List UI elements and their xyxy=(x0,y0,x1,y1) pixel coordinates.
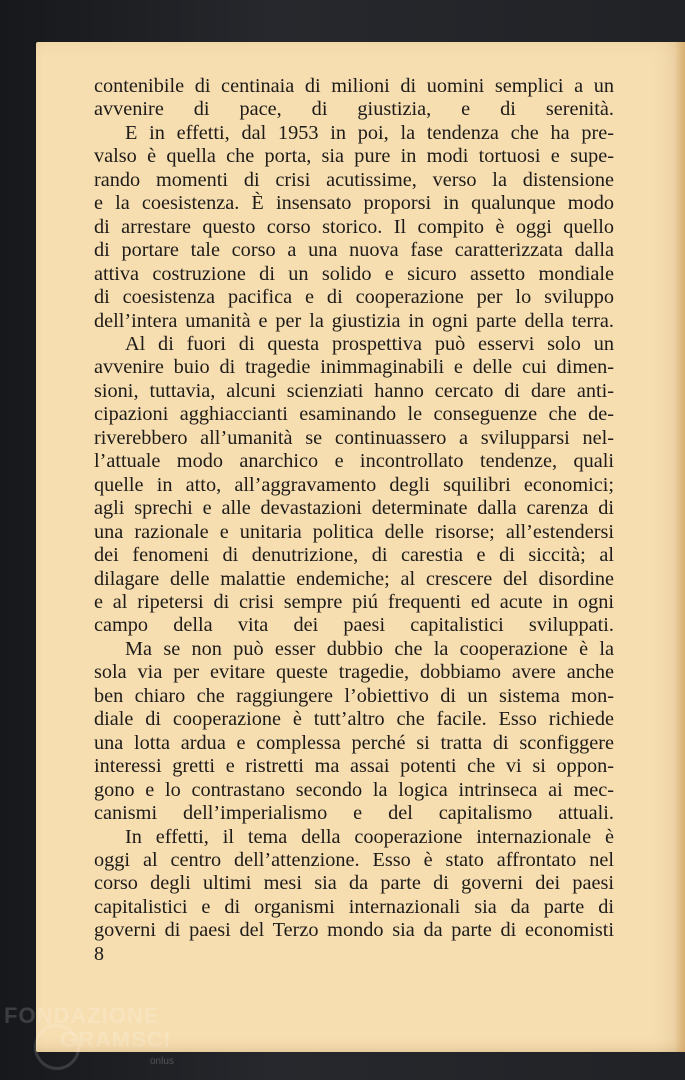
text-line: avvenire buio di tragedie inimmaginabili e delle cui dimen- xyxy=(94,356,614,379)
text-line: una razionale e unitaria politica delle risorse; all’estendersi xyxy=(94,520,614,543)
text-line: gono e lo contrastano secondo la logica intrinseca ai mec- xyxy=(94,778,614,801)
text-line: campo della vita dei paesi capitalistici sviluppati. xyxy=(94,614,614,637)
text-line: ben chiaro che raggiungere l’obiettivo di un sistema mon- xyxy=(94,684,614,707)
body-text xyxy=(94,75,614,943)
paragraph xyxy=(94,122,614,333)
text-line: e la coesistenza. È insensato proporsi in qualunque modo xyxy=(94,192,614,215)
text-line: e al ripetersi di crisi sempre piú frequenti ed acute in ogni xyxy=(94,590,614,613)
watermark-line-3: onlus xyxy=(150,1056,174,1067)
text-line: contenibile di centinaia di milioni di uomini semplici a un xyxy=(94,75,614,97)
text-line: Al di fuori di questa prospettiva può esservi solo un xyxy=(125,332,614,355)
text-line: capitalistici e di organismi internazionali sia da parte di xyxy=(94,895,614,918)
text-line: di coesistenza pacifica e di cooperazione per lo sviluppo xyxy=(94,286,614,309)
text-line: l’attuale modo anarchico e incontrollato tendenze, quali xyxy=(94,450,614,473)
text-line: avvenire di pace, di giustizia, e di serenità. xyxy=(94,98,614,121)
text-line: In effetti, il tema della cooperazione internazionale è xyxy=(125,825,614,848)
text-line: valso è quella che porta, sia pure in modi tortuosi e supe- xyxy=(94,145,614,168)
text-line: governi di paesi del Terzo mondo sia da parte di economisti xyxy=(94,919,614,942)
text-line: oggi al centro dell’attenzione. Esso è stato affrontato nel xyxy=(94,848,614,871)
text-line: dilagare delle malattie endemiche; al crescere del disordine xyxy=(94,567,614,590)
text-line: diale di cooperazione è tutt’altro che facile. Esso richiede xyxy=(94,708,614,731)
text-line: una lotta ardua e complessa perché si tratta di sconfiggere xyxy=(94,731,614,754)
page-number: 8 xyxy=(94,943,104,965)
text-line: sioni, tuttavia, alcuni scienziati hanno cercato di dare anti- xyxy=(94,379,614,402)
text-line: agli sprechi e alle devastazioni determinate dalla carenza di xyxy=(94,497,614,520)
text-line: dei fenomeni di denutrizione, di carestia e di siccità; al xyxy=(94,544,614,567)
text-line: corso degli ultimi mesi sia da parte di governi dei paesi xyxy=(94,872,614,895)
text-line: Ma se non può esser dubbio che la cooperazione è la xyxy=(125,637,614,660)
text-line: di arrestare questo corso storico. Il compito è oggi quello xyxy=(94,215,614,238)
text-line: canismi dell’imperialismo e del capitalismo attuali. xyxy=(94,802,614,825)
watermark-line-2: GRAMSCI xyxy=(60,1027,171,1052)
paragraph xyxy=(94,826,614,943)
watermark-line-1: FONDAZIONE xyxy=(4,1003,160,1028)
text-line: E in effetti, dal 1953 in poi, la tendenza che ha pre- xyxy=(125,121,614,144)
text-line: interessi gretti e ristretti ma assai potenti che vi si oppon- xyxy=(94,755,614,778)
text-line: di portare tale corso a una nuova fase caratterizzata dalla xyxy=(94,239,614,262)
paragraph xyxy=(94,333,614,638)
text-line: riverebbero all’umanità se continuassero a svilupparsi nel- xyxy=(94,426,614,449)
paragraph xyxy=(94,638,614,826)
text-line: rando momenti di crisi acutissime, verso la distensione xyxy=(94,168,614,191)
page-edge-shadow xyxy=(675,42,685,1052)
text-line: attiva costruzione di un solido e sicuro assetto mondiale xyxy=(94,262,614,285)
text-line: quelle in atto, all’aggravamento degli squilibri economici; xyxy=(94,473,614,496)
text-line: cipazioni agghiaccianti esaminando le conseguenze che de- xyxy=(94,403,614,426)
paragraph xyxy=(94,75,614,122)
archive-watermark xyxy=(0,1004,200,1074)
text-line: sola via per evitare queste tragedie, dobbiamo avere anche xyxy=(94,661,614,684)
text-line: dell’intera umanità e per la giustizia in ogni parte della terra. xyxy=(94,309,614,332)
